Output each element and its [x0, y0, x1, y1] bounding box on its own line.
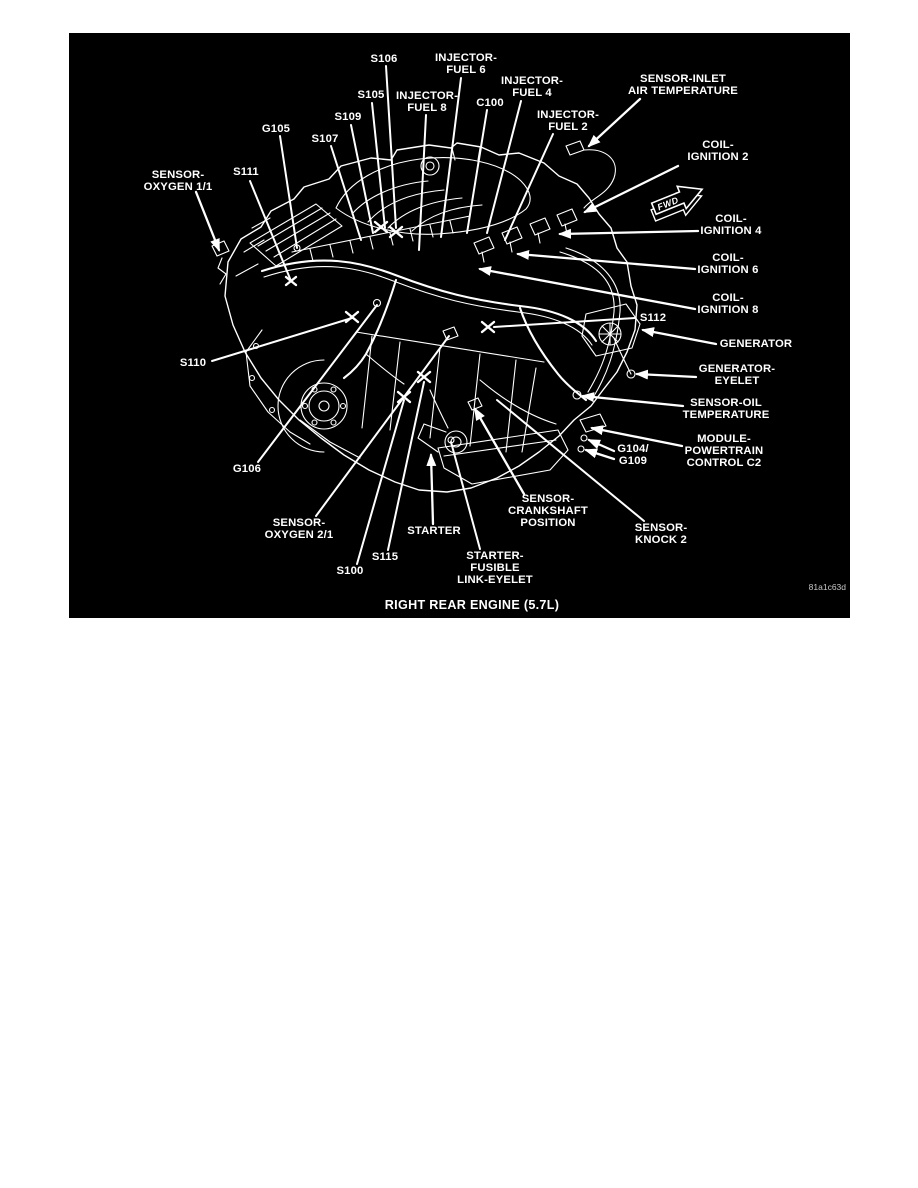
callout-g106: G106 — [232, 463, 262, 475]
callout-s100: S100 — [336, 565, 364, 577]
callout-coil-ignition-4: COIL-IGNITION 4 — [700, 213, 762, 237]
callout-starter: STARTER — [407, 525, 461, 537]
figure-caption: RIGHT REAR ENGINE (5.7L) — [384, 598, 560, 612]
callout-injector-fuel-6: INJECTOR-FUEL 6 — [434, 52, 498, 76]
callout-sensor-oil-temperature: SENSOR-OIL TEMPERATURE — [682, 397, 770, 421]
callout-module-powertrain-control-c2: MODULE-POWERTRAIN CONTROL C2 — [684, 433, 764, 469]
callout-generator: GENERATOR — [719, 338, 793, 350]
callout-injector-fuel-2: INJECTOR-FUEL 2 — [536, 109, 600, 133]
callout-sensor-knock-2: SENSOR-KNOCK 2 — [634, 522, 688, 546]
callout-s115: S115 — [371, 551, 399, 563]
callout-coil-ignition-8: COIL-IGNITION 8 — [697, 292, 759, 316]
figure-code: 81a1c63d — [808, 582, 846, 592]
callout-injector-fuel-4: INJECTOR-FUEL 4 — [500, 75, 564, 99]
callout-s106: S106 — [370, 53, 398, 65]
callout-c100: C100 — [476, 97, 504, 109]
callout-sensor-inlet-air-temperature: SENSOR-INLET AIR TEMPERATURE — [628, 73, 738, 97]
callout-s105: S105 — [357, 89, 385, 101]
callout-g105: G105 — [261, 123, 291, 135]
callout-s112: S112 — [639, 312, 667, 324]
callout-coil-ignition-2: COIL-IGNITION 2 — [687, 139, 749, 163]
callout-starter-fusible-link-eyelet: STARTER-FUSIBLE LINK-EYELET — [457, 550, 533, 586]
callout-s107: S107 — [311, 133, 339, 145]
callout-s110: S110 — [179, 357, 207, 369]
callout-generator-eyelet: GENERATOR-EYELET — [698, 363, 776, 387]
callout-sensor-crankshaft-position: SENSOR-CRANKSHAFT POSITION — [508, 493, 588, 529]
callout-s111: S111 — [233, 166, 259, 178]
callout-sensor-oxygen-2-1: SENSOR-OXYGEN 2/1 — [264, 517, 334, 541]
callout-g104-g109: G104/ G109 — [617, 443, 649, 467]
callout-coil-ignition-6: COIL-IGNITION 6 — [697, 252, 759, 276]
fwd-arrow-label: FWD — [655, 194, 681, 213]
callout-s109: S109 — [334, 111, 362, 123]
callout-sensor-oxygen-1-1: SENSOR-OXYGEN 1/1 — [143, 169, 213, 193]
callout-injector-fuel-8: INJECTOR-FUEL 8 — [395, 90, 459, 114]
